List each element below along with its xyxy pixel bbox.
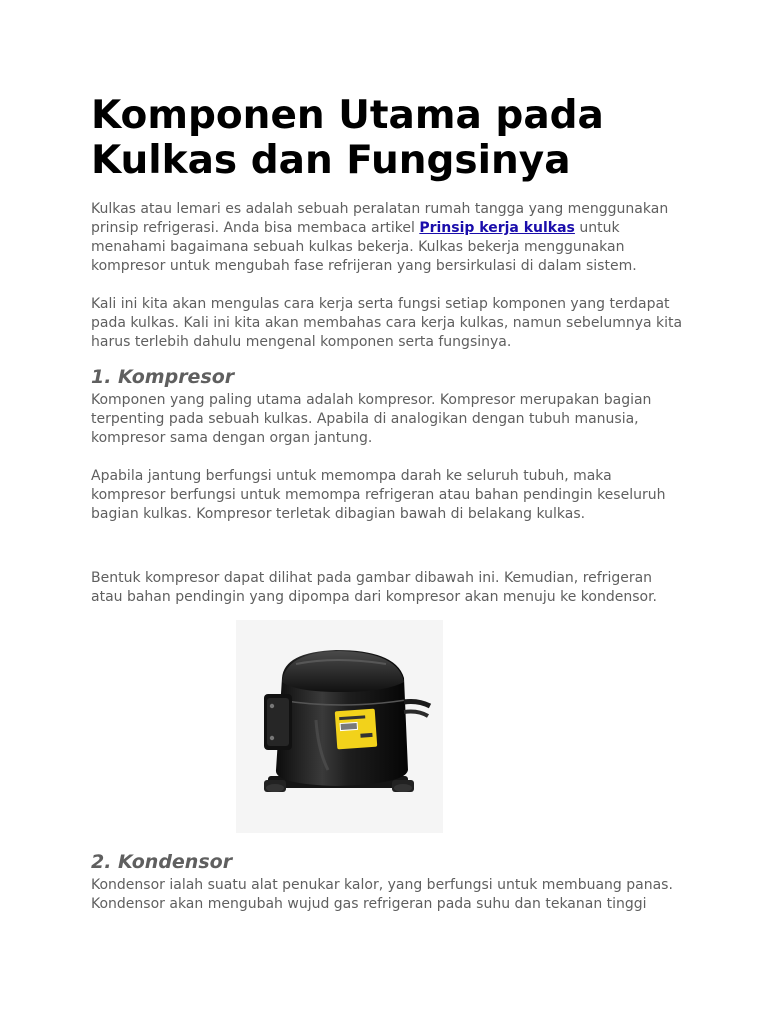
section-heading-kompresor: 1. Kompresor bbox=[91, 366, 235, 388]
intro-text-after-link: untuk menahami bagaimana sebuah kulkas bekerja. Kulkas bekerja menggunakan kompresor untuk mengubah fase refrijeran yang bersirkulasi di dalam sistem. bbox=[91, 220, 637, 274]
kondensor-paragraph-1: Kondensor ialah suatu alat penukar kalor, yang berfungsi untuk membuang panas. Kondensor akan mengubah wujud gas refrigeran pada suhu dan tekanan tinggi bbox=[91, 877, 673, 912]
intro-paragraph bbox=[91, 200, 691, 276]
kompresor-paragraph-1: Komponen yang paling utama adalah kompresor. Kompresor merupakan bagian terpenting pada sebuah kulkas. Apabila di analogikan dengan tubuh manusia, kompresor sama dengan organ jantung. bbox=[91, 392, 652, 446]
intro-text-before-link: Kulkas atau lemari es adalah sebuah peralatan rumah tangga yang menggunakan prinsip refrigerasi. Anda bisa membaca artikel bbox=[91, 201, 669, 236]
kompresor-paragraph-2: Apabila jantung berfungsi untuk memompa darah ke seluruh tubuh, maka kompresor berfungsi untuk memompa refrigeran atau bahan pendingin keseluruh bagian kulkas. Kompresor terletak dibagian bawah di belakang kulkas. bbox=[91, 468, 666, 522]
page-title: Komponen Utama pada Kulkas dan Fungsinya bbox=[91, 93, 604, 183]
section-heading-kondensor: 2. Kondensor bbox=[91, 851, 233, 873]
compressor-illustration bbox=[236, 620, 443, 833]
paragraph-2: Kali ini kita akan mengulas cara kerja serta fungsi setiap komponen yang terdapat pada kulkas. Kali ini kita akan membahas cara kerja kulkas, namun sebelumnya kita harus terlebih dahulu mengenal komponen serta fungsinya. bbox=[91, 296, 683, 350]
compressor-image bbox=[236, 620, 443, 833]
prinsip-kerja-kulkas-link[interactable]: Prinsip kerja kulkas bbox=[419, 220, 575, 236]
kompresor-paragraph-3: Bentuk kompresor dapat dilihat pada gambar dibawah ini. Kemudian, refrigeran atau bahan pendingin yang dipompa dari kompresor akan menuju ke kondensor. bbox=[91, 570, 658, 605]
